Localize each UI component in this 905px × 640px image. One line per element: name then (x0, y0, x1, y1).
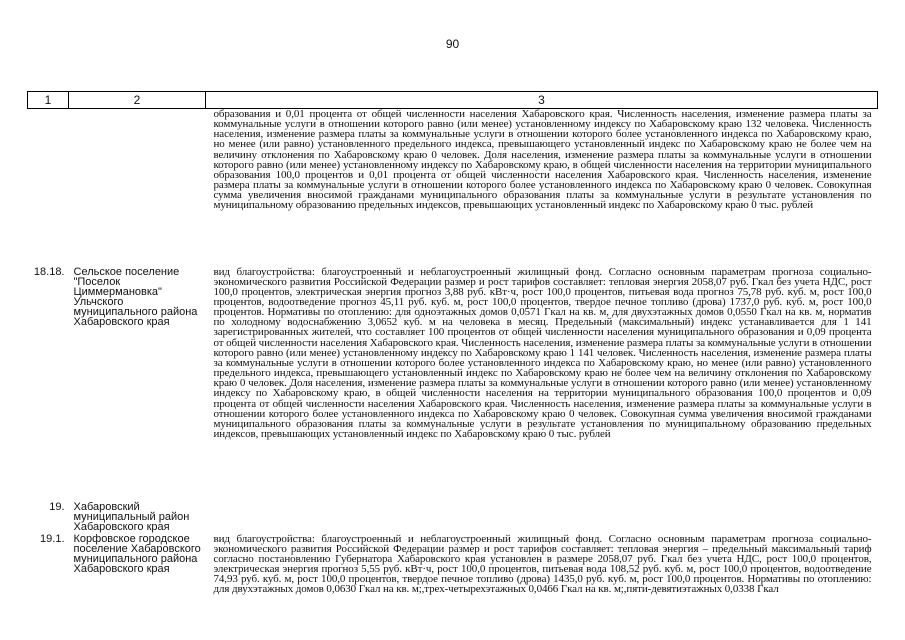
row-number: 19. (49, 500, 65, 513)
header-col-1: 1 (28, 92, 69, 109)
row-number: 19.1. (40, 532, 65, 545)
tariff-table (27, 91, 878, 622)
description-text: образования и 0,01 процента от общей численности населения Хабаровского края. Численность населения, изменение размера платы за коммунальные услуги в отношении которого равно (или менее) установленному индексу по Хабаровскому краю 132 человека. Численность населения, изменение размера платы за коммунальные услуги в отношении которого более установленного индекса по Хабаровскому краю, но менее (или равно) установленного предельного индекса, превышающего установленный индекс по Хабаровскому краю не более чем на величину отклонения по Хабаровскому краю 0 человек. Доля населения, изменение размера платы за коммунальные услуги в отношении которого равно (или менее) установленному индексу по Хабаровскому краю, в общей численности населения на территории муниципального образования 100,0 процентов и 0,01 процента от общей численности населения Хабаровского края. Численность населения, изменение размера платы за коммунальные услуги в отношении которого более установленного индекса по Хабаровскому краю 0 человек. Совокупная сумма увеличения вносимой гражданами муниципального образования платы за коммунальные услуги в результате установления по муниципальному образованию предельных индексов, превышающих установленный индекс по Хабаровскому краю 0 тыс. рублей (213, 108, 872, 212)
header-col-3: 3 (206, 92, 878, 109)
row-number (28, 109, 69, 262)
header-col-2: 2 (69, 92, 206, 109)
table-row (28, 532, 878, 622)
row-number: 18.18. (33, 265, 65, 278)
municipality-name: Хабаровский муниципальный район Хабаровского края (73, 500, 190, 533)
description-text (206, 496, 878, 532)
table-row (28, 496, 878, 532)
description-text: вид благоустройства: благоустроенный и неблагоустроенный жилищный фонд. Согласно основным параметрам прогноза социально-экономического развития Российской Федерации размер и рост тарифов составляет: тепловая энергия 2058,07 руб. Гкал без учета НДС, рост 100,0 процентов, электрическая энергия прогноз 3,88 руб. кВт·ч, рост 100,0 процентов, питьевая вода прогноз 75,78 руб. куб. м, рост 100,0 процентов, водоотведение прогноз 45,11 руб. куб. м, рост 100,0 процентов, твердое печное топливо (дрова) 1737,0 руб. куб. м, рост 100,0 процентов. Нормативы по отоплению: для одноэтажных домов 0,0571 Гкал на кв. м, для двухэтажных домов 0,0550 Гкал на кв. м, норматив по холодному водоснабжению 3,0652 куб. м на человека в месяц. Предельный (максимальный) индекс устанавливается для 1 141 зарегистрированных жителей, что составляет 100 процентов от общей численности населения муниципального образования и 0,09 процента от общей численности населения Хабаровского края. Численность населения, изменение размера платы за коммунальные услуги в отношении которого равно (или менее) установленному индексу по Хабаровскому краю 1 141 человек. Численность населения, изменение размера платы за коммунальные услуги в отношении которого более установленного индекса по Хабаровскому краю, но менее (или равно) установленного предельного индекса, превышающего установленный индекс по Хабаровскому краю не более чем на величину отклонения по Хабаровскому краю 0 человек. Доля населения, изменение размера платы за коммунальные услуги в отношении которого равно (или менее) установленному индексу по Хабаровскому краю, в общей численности населения на территории муниципального образования 100,0 процентов и 0,09 процента от общей численности населения Хабаровского края. Численность населения, изменение размера платы за коммунальные услуги в отношении которого более установленного индекса по Хабаровскому краю 0 человек. Совокупная сумма увеличения вносимой гражданами муниципального образования платы за коммунальные услуги в результате установления по муниципальному образованию предельных индексов, превышающих установленный индекс по Хабаровскому краю 0 тыс. рублей (213, 265, 872, 440)
table-row (28, 262, 878, 496)
table-header-row (28, 92, 878, 109)
table-row (28, 109, 878, 262)
municipality-name: Сельское поселение "Поселок Циммермановка" Ульчского муниципального района Хабаровского края (73, 265, 198, 328)
description-text: вид благоустройства: благоустроенный и неблагоустроенный жилищный фонд. Согласно основным параметрам прогноза социально-экономического развития Российской Федерации размер и рост тарифов составляет: тепловая энергия – предельный максимальный тариф согласно постановлению Губернатора Хабаровского края установлен в размере 2058,07 руб. Гкал без учета НДС, рост 100,0 процентов, электрическая энергия прогноз 5,55 руб. кВт·ч, рост 100,0 процентов, питьевая вода 108,52 руб. куб. м, рост 100,0 процентов, водоотведение 74,93 руб. куб. м, рост 100,0 процентов, твердое печное топливо (дрова) 1435,0 руб. куб. м, рост 100,0 процентов. Нормативы по отоплению: для двухэтажных домов 0,0630 Гкал на кв. м;,трех-четырехэтажных 0,0466 Гкал на кв. м;,пяти-девятиэтажных 0,0338 Гкал (213, 532, 872, 596)
page-number: 90 (445, 37, 460, 51)
municipality-name (69, 109, 206, 262)
municipality-name: Корфовское городское поселение Хабаровского муниципального района Хабаровского края (73, 532, 201, 575)
